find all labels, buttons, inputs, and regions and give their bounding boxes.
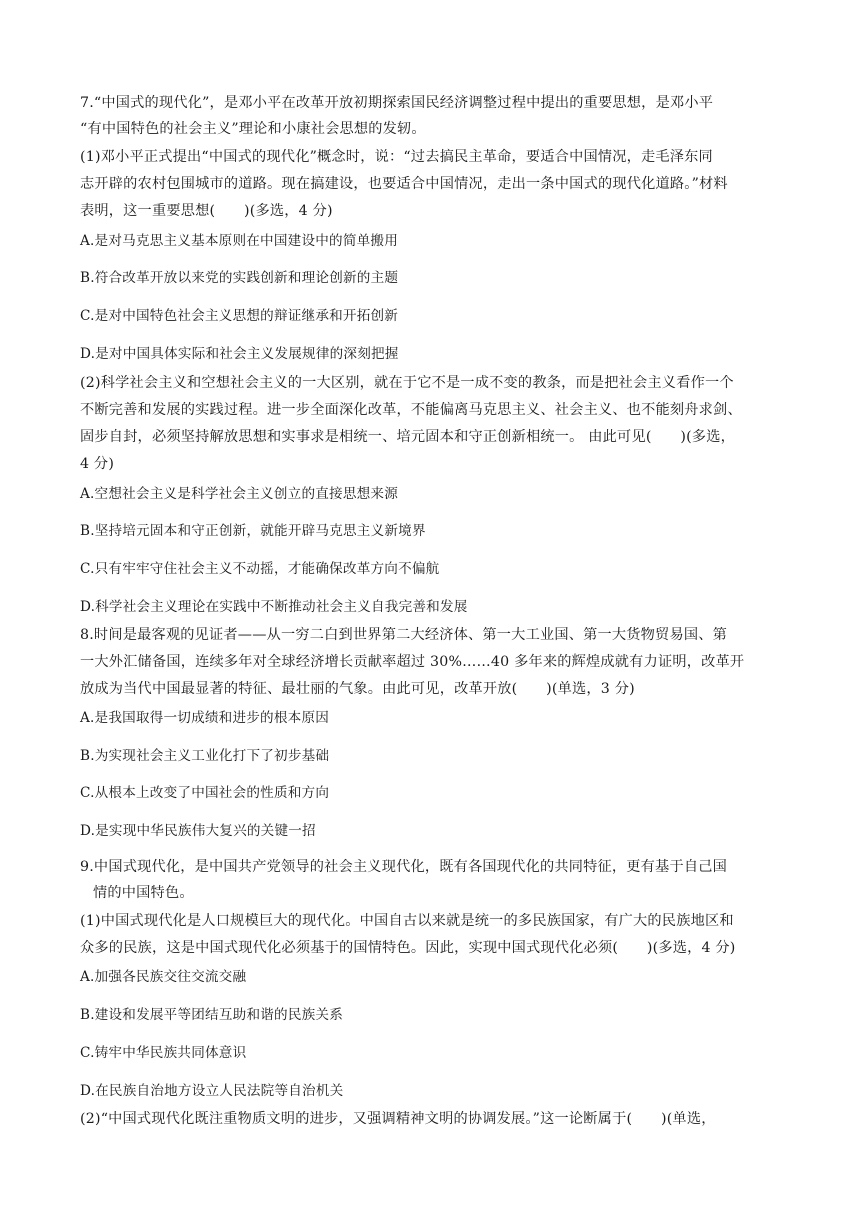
q7-1-text-line-3: 表明，这一重要思想( )(多选，4 分) (80, 203, 333, 219)
q7-1-option-d: D.是对中国具体实际和社会主义发展规律的深刻把握 (80, 346, 399, 362)
q9-1-text-line-2: 众多的民族，这是中国式现代化必须基于的国情特色。因此，实现中国式现代化必须( )(多选，4 分) (80, 940, 736, 956)
q7-2-text-line-4: 4 分) (80, 456, 115, 472)
q7-1-text-line-1: (1)邓小平正式提出“中国式的现代化”概念时，说：“过去搞民主革命，要适合中国情况，走毛泽东同 (80, 149, 713, 165)
q8-text-line-2: 一大外汇储备国，连续多年对全球经济增长贡献率超过 30%……40 多年来的辉煌成就有力证明，改革开 (80, 654, 745, 670)
q9-stem-line-2: 情的中国特色。 (93, 885, 194, 901)
q8-text-line-1: 8.时间是最客观的见证者——从一穷二白到世界第二大经济体、第一大工业国、第一大货物贸易国、第 (80, 627, 727, 643)
q7-1-option-a: A.是对马克思主义基本原则在中国建设中的简单搬用 (80, 233, 398, 249)
q7-1-option-c: C.是对中国特色社会主义思想的辩证继承和开拓创新 (80, 308, 399, 324)
q9-2-text-line-1: (2)“中国式现代化既注重物质文明的进步，又强调精神文明的协调发展。”这一论断属于( )(单选， (80, 1111, 716, 1127)
q8-option-a: A.是我国取得一切成绩和进步的根本原因 (80, 710, 330, 726)
q7-stem-line-2: “有中国特色的社会主义”理论和小康社会思想的发轫。 (80, 121, 426, 137)
q7-1-text-line-2: 志开辟的农村包围城市的道路。现在搞建设，也要适合中国情况，走出一条中国式的现代化道路。”材料 (80, 176, 728, 192)
q9-1-option-c: C.铸牢中华民族共同体意识 (80, 1045, 247, 1061)
q8-option-b: B.为实现社会主义工业化打下了初步基础 (80, 748, 330, 764)
q7-2-option-b: B.坚持培元固本和守正创新，就能开辟马克思主义新境界 (80, 523, 426, 539)
q7-2-option-a: A.空想社会主义是科学社会主义创立的直接思想来源 (80, 486, 398, 502)
q7-stem-line-1: 7.“中国式的现代化”，是邓小平在改革开放初期探索国民经济调整过程中提出的重要思想，是邓小平 (80, 95, 714, 111)
q7-2-option-d: D.科学社会主义理论在实践中不断推动社会主义自我完善和发展 (80, 599, 468, 615)
q7-2-option-c: C.只有牢牢守住社会主义不动摇，才能确保改革方向不偏航 (80, 561, 440, 577)
q7-2-text-line-2: 不断完善和发展的实践过程。进一步全面深化改革，不能偏离马克思主义、社会主义、也不能刻舟求剑、 (80, 402, 742, 418)
q9-1-option-a: A.加强各民族交往交流交融 (80, 969, 247, 985)
q9-1-option-b: B.建设和发展平等团结互助和谐的民族关系 (80, 1007, 343, 1023)
q7-1-option-b: B.符合改革开放以来党的实践创新和理论创新的主题 (80, 270, 399, 286)
q8-text-line-3: 放成为当代中国最显著的特征、最壮丽的气象。由此可见，改革开放( )(单选，3 分) (80, 681, 635, 697)
q9-stem-line-1: 9.中国式现代化，是中国共产党领导的社会主义现代化，既有各国现代化的共同特征，更有基于自己国 (80, 859, 727, 875)
q8-option-d: D.是实现中华民族伟大复兴的关键一招 (80, 823, 316, 839)
q7-2-text-line-1: (2)科学社会主义和空想社会主义的一大区别，就在于它不是一成不变的教条，而是把社会主义看作一个 (80, 375, 734, 391)
q9-1-text-line-1: (1)中国式现代化是人口规模巨大的现代化。中国自古以来就是统一的多民族国家，有广大的民族地区和 (80, 913, 734, 929)
q9-1-option-d: D.在民族自治地方设立人民法院等自治机关 (80, 1083, 344, 1099)
q7-2-text-line-3: 固步自封，必须坚持解放思想和实事求是相统一、培元固本和守正创新相统一。 由此可见( )(多选， (80, 429, 735, 445)
q8-option-c: C.从根本上改变了中国社会的性质和方向 (80, 785, 330, 801)
